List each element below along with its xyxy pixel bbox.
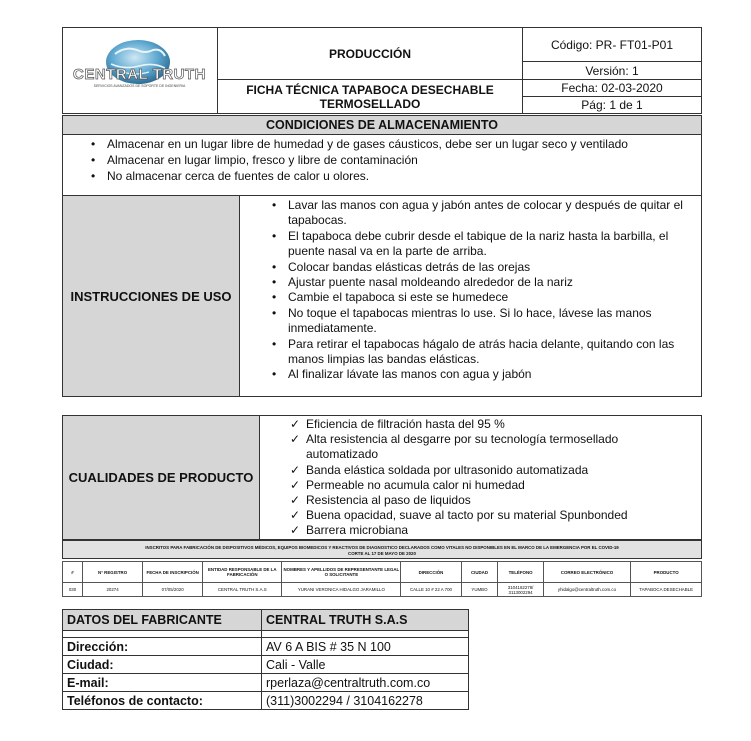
list-item: ✓ Buena opacidad, suave al tacto por su material Spunbonded bbox=[290, 508, 628, 523]
qualities-section bbox=[62, 415, 702, 540]
check-icon: ✓ bbox=[290, 493, 301, 508]
list-item: • Ajustar puente nasal moldeando alrededor de la nariz bbox=[272, 275, 573, 290]
table-row: E-mail: rperlaza@centraltruth.com.co bbox=[63, 674, 469, 692]
logo-text: CENTRAL TRUTH bbox=[73, 65, 206, 83]
list-item: ✓ Permeable no acumula calor ni humedad bbox=[290, 477, 525, 492]
table-header-row: # N° REGISTRO FECHA DE INSCRIPCIÓN ENTIDAD RESPONSABLE DE LA FABRICACIÓN NOMBRES Y APELLIDOS DE REPRESENTANTE LEGAL O SOLICITANTE DIRECCIÓN CIUDAD TELÉFONO CORREO ELECTRÓNICO PRODUCTO bbox=[63, 562, 702, 583]
list-item: • El tapaboca debe cubrir desde el tabique de la nariz hasta la barbilla, el puente nasal va en la parte de arriba. bbox=[272, 228, 669, 259]
check-icon: ✓ bbox=[290, 462, 301, 477]
list-item: • Almacenar en un lugar libre de humedad y de gases cáusticos, debe ser un lugar seco y ventilado bbox=[91, 137, 628, 151]
list-item: • Al finalizar lávate las manos con agua y jabón bbox=[272, 367, 532, 382]
list-item: ✓ Barrera microbiana bbox=[290, 523, 409, 538]
check-icon: ✓ bbox=[290, 477, 301, 492]
doc-title-line1: FICHA TÉCNICA TAPABOCA DESECHABLE bbox=[246, 82, 494, 97]
storage-section bbox=[62, 115, 702, 196]
check-icon: ✓ bbox=[290, 508, 301, 523]
doc-title-line2: TERMOSELLADO bbox=[319, 96, 421, 111]
registry-banner-line1: INSCRITOS PARA FABRICACIÓN DE DISPOSITIVOS MÉDICOS, EQUIPOS BIOMEDICOS Y REACTIVOS DE DIAGNOSTICO DECLARADOS COMO VITALES NO DISPONIBLES EN EL MARCO DE LA EMERGENCIA POR EL COVID-19 bbox=[145, 545, 619, 550]
usage-section bbox=[62, 195, 702, 397]
list-item: • No toque el tapabocas mientras lo use. Si lo hace, lávese las manos inmediatamente. bbox=[272, 305, 652, 336]
check-icon: ✓ bbox=[290, 417, 301, 431]
doc-date: Fecha: 02-03-2020 bbox=[523, 80, 702, 97]
doc-code: Código: PR- FT01-P01 bbox=[523, 28, 702, 62]
doc-version: Versión: 1 bbox=[523, 62, 702, 80]
list-item: ✓ Banda elástica soldada por ultrasonido automatizada bbox=[290, 462, 589, 477]
doc-page: Pág: 1 de 1 bbox=[523, 97, 702, 114]
table-row: Ciudad: Cali - Valle bbox=[63, 656, 469, 674]
list-item: • Para retirar el tapabocas hágalo de atrás hacia delante, quitando con las manos limpias las bandas elásticas. bbox=[272, 336, 675, 367]
list-item: ✓ Eficiencia de filtración hasta del 95 % bbox=[290, 417, 505, 431]
area-title: PRODUCCIÓN bbox=[218, 28, 523, 80]
storage-title: CONDICIONES DE ALMACENAMIENTO bbox=[63, 116, 701, 135]
manufacturer-name: CENTRAL TRUTH S.A.S bbox=[262, 610, 469, 631]
document-header bbox=[62, 27, 702, 114]
storage-list bbox=[63, 136, 701, 184]
list-item: • Colocar bandas elásticas detrás de las orejas bbox=[272, 259, 531, 274]
list-item: • Almacenar en lugar limpio, fresco y libre de contaminación bbox=[91, 153, 418, 167]
qualities-list bbox=[260, 416, 701, 539]
logo-tagline: SERVICIOS AVANZADOS DE SOPORTE DE INGENIERIA bbox=[93, 83, 186, 88]
list-item: • No almacenar cerca de fuentes de calor u olores. bbox=[91, 169, 370, 183]
doc-title bbox=[218, 80, 523, 114]
usage-list bbox=[240, 196, 701, 396]
company-logo bbox=[63, 28, 218, 114]
table-row: Teléfonos de contacto: (311)3002294 / 3104162278 bbox=[63, 692, 469, 710]
usage-label: INSTRUCCIONES DE USO bbox=[63, 196, 240, 396]
registry-banner-line2: CORTE AL 17 DE MAYO DE 2020 bbox=[348, 550, 416, 556]
check-icon: ✓ bbox=[290, 432, 301, 447]
registry-banner bbox=[62, 540, 702, 559]
table-row: 030 20274 07/05/2020 CENTRAL TRUTH S.A.S YURANI VERONICA HIDALGO JARAMILLO CALLE 10 # 22 A 700 YUMBO 3104162278/ 3113002294 yhidalgo@centraltruth.com.co TAPABOCA DESECHABLE bbox=[63, 583, 702, 597]
registry-table bbox=[62, 561, 702, 597]
manufacturer-title: DATOS DEL FABRICANTE bbox=[63, 610, 262, 631]
list-item: • Cambie el tapaboca si este se humedece bbox=[272, 290, 509, 305]
check-icon: ✓ bbox=[290, 523, 301, 538]
list-item: • Lavar las manos con agua y jabón antes de colocar y después de quitar el tapabocas. bbox=[272, 198, 683, 228]
manufacturer-table bbox=[62, 609, 469, 710]
manufacturer-header-row bbox=[63, 610, 469, 631]
list-item: ✓ Resistencia al paso de liquidos bbox=[290, 493, 471, 508]
qualities-label: CUALIDADES DE PRODUCTO bbox=[63, 416, 260, 539]
table-row: Dirección: AV 6 A BIS # 35 N 100 bbox=[63, 638, 469, 656]
list-item: ✓ Alta resistencia al desgarre por su tecnología termosellado automatizado bbox=[290, 432, 619, 462]
